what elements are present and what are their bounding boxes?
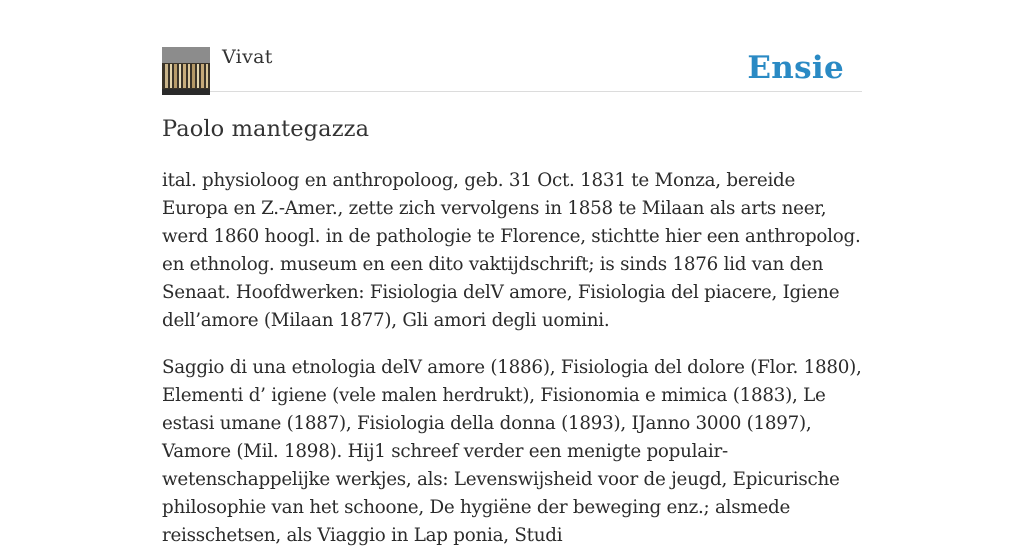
brand-logo[interactable]: Ensie: [747, 50, 844, 86]
source-name[interactable]: Vivat: [222, 46, 273, 68]
article-paragraph: ital. physioloog en anthropoloog, geb. 31 Oct. 1831 te Monza, bereide Europa en Z.-Amer., zette zich vervolgens in 1858 te Milaan als arts neer, werd 1860 hoogl. in de pathologie te Florence, stichtte hier een anthropolog. en ethnolog. museum en een dito vaktijdschrift; is sinds 1876 lid van den Senaat. Hoofdwerken: Fisiologia delV amore, Fisiologia del piacere, Igiene dell’amore (Milaan 1877), Gli amori degli uomini.: [162, 170, 861, 331]
avatar[interactable]: [162, 47, 210, 95]
article-page: [162, 0, 862, 546]
book-spines-icon: [162, 47, 210, 95]
page-title: Paolo mantegazza: [162, 116, 370, 142]
article-paragraph: Saggio di una etnologia delV amore (1886), Fisiologia del dolore (Flor. 1880), Elementi d’ igiene (vele malen herdrukt), Fisionomia e mimica (1883), Le estasi umane (1887), Fisiologia della donna (1893), IJanno 3000 (1897), Vamore (Mil. 1898). Hij1 schreef verder een menigte populair-wetenschappelijke werkjes, als: Levenswijsheid voor de jeugd, Epicurische philosophie van het schoone, De hygiëne der beweging enz.; alsmede reisschetsen, als Viaggio in Lap ponia, Studi: [162, 357, 862, 546]
header: [162, 0, 862, 92]
